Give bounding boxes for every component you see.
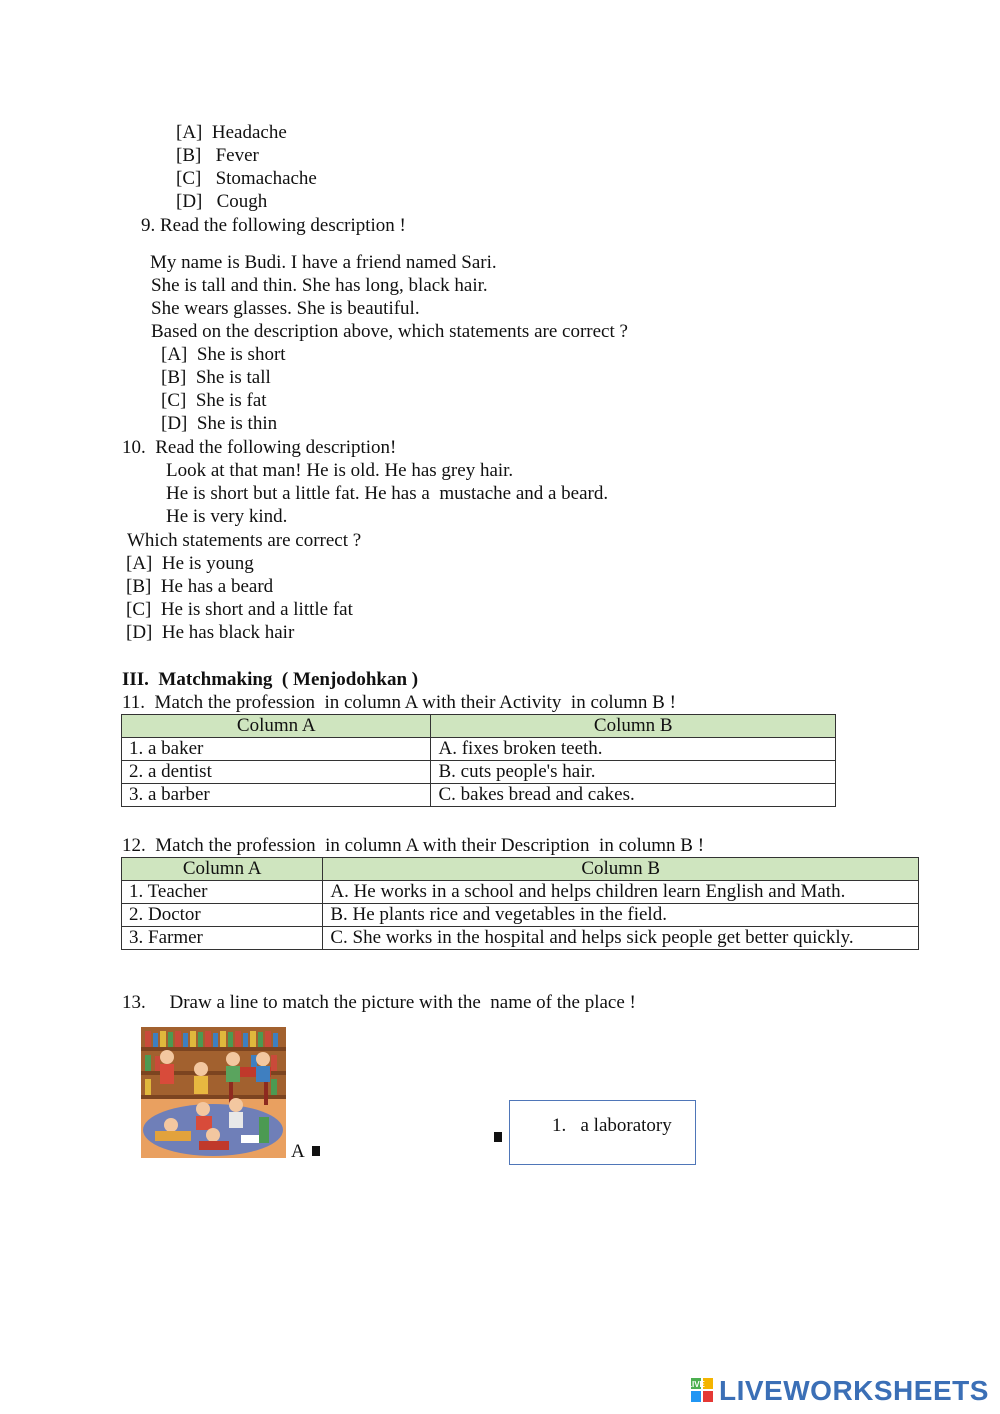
column-a-header: Column A	[122, 858, 323, 881]
logo-text: LIVE	[687, 1380, 705, 1389]
table-cell: 3. Farmer	[122, 927, 323, 950]
table-header-row	[122, 715, 836, 738]
q10-text-line: He is short but a little fat. He has a mustache and a beard.	[166, 483, 609, 504]
table-row	[122, 784, 836, 807]
q10-text-line: Look at that man! He is old. He has grey hair.	[166, 460, 514, 481]
q10-option-d: [D] He has black hair	[126, 622, 295, 643]
table-cell: 2. a dentist	[122, 761, 431, 784]
table-row	[122, 881, 919, 904]
table-cell: C. She works in the hospital and helps sick people get better quickly.	[323, 927, 919, 950]
table-cell: 1. Teacher	[122, 881, 323, 904]
connection-dot-option[interactable]	[494, 1132, 502, 1142]
q9-question: Based on the description above, which statements are correct ?	[151, 321, 628, 342]
library-picture	[141, 1027, 286, 1158]
column-b-header: Column B	[431, 715, 836, 738]
table-cell: A. fixes broken teeth.	[431, 738, 836, 761]
q9-text-line: My name is Budi. I have a friend named Sari.	[150, 252, 497, 273]
brand-name: LIVEWORKSHEETS	[719, 1375, 989, 1406]
answer-box-laboratory	[509, 1100, 696, 1165]
q11-prompt: 11. Match the profession in column A with their Activity in column B !	[122, 692, 676, 713]
table-cell: 1. a baker	[122, 738, 431, 761]
q8-option-d: [D] Cough	[176, 191, 268, 212]
q9-text-line: She wears glasses. She is beautiful.	[151, 298, 420, 319]
q10-question: Which statements are correct ?	[127, 530, 362, 551]
q10-option-a: [A] He is young	[126, 553, 254, 574]
q12-table	[121, 857, 919, 950]
q9-option-d: [D] She is thin	[161, 413, 278, 434]
q10-option-b: [B] He has a beard	[126, 576, 274, 597]
q13-prompt: 13. Draw a line to match the picture with the name of the place !	[122, 992, 636, 1013]
q10-text-line: He is very kind.	[166, 506, 288, 527]
q9-option-a: [A] She is short	[161, 344, 286, 365]
table-row	[122, 927, 919, 950]
q8-option-c: [C] Stomachache	[176, 168, 317, 189]
table-cell: 3. a barber	[122, 784, 431, 807]
q10-prompt: 10. Read the following description!	[122, 437, 397, 458]
liveworksheets-logo-icon	[687, 1378, 715, 1404]
table-cell: A. He works in a school and helps children learn English and Math.	[323, 881, 919, 904]
table-row	[122, 904, 919, 927]
table-header-row	[122, 858, 919, 881]
q8-option-a: [A] Headache	[176, 122, 287, 143]
q9-prompt: 9. Read the following description !	[141, 215, 406, 236]
q9-text-line: She is tall and thin. She has long, black hair.	[151, 275, 488, 296]
picture-label-a: A	[291, 1141, 305, 1162]
q9-option-c: [C] She is fat	[161, 390, 267, 411]
q12-prompt: 12. Match the profession in column A with their Description in column B !	[122, 835, 705, 856]
q10-option-c: [C] He is short and a little fat	[126, 599, 353, 620]
connection-dot-picture[interactable]	[312, 1146, 320, 1156]
table-cell: B. cuts people's hair.	[431, 761, 836, 784]
answer-option-text: 1. a laboratory	[552, 1115, 672, 1136]
table-row	[122, 738, 836, 761]
column-b-header: Column B	[323, 858, 919, 881]
q11-table	[121, 714, 836, 807]
table-cell: C. bakes bread and cakes.	[431, 784, 836, 807]
table-cell: 2. Doctor	[122, 904, 323, 927]
table-row	[122, 761, 836, 784]
section-title: III. Matchmaking ( Menjodohkan )	[122, 669, 419, 690]
q9-option-b: [B] She is tall	[161, 367, 271, 388]
column-a-header: Column A	[122, 715, 431, 738]
q8-option-b: [B] Fever	[176, 145, 259, 166]
table-cell: B. He plants rice and vegetables in the field.	[323, 904, 919, 927]
liveworksheets-logo	[687, 1375, 989, 1406]
